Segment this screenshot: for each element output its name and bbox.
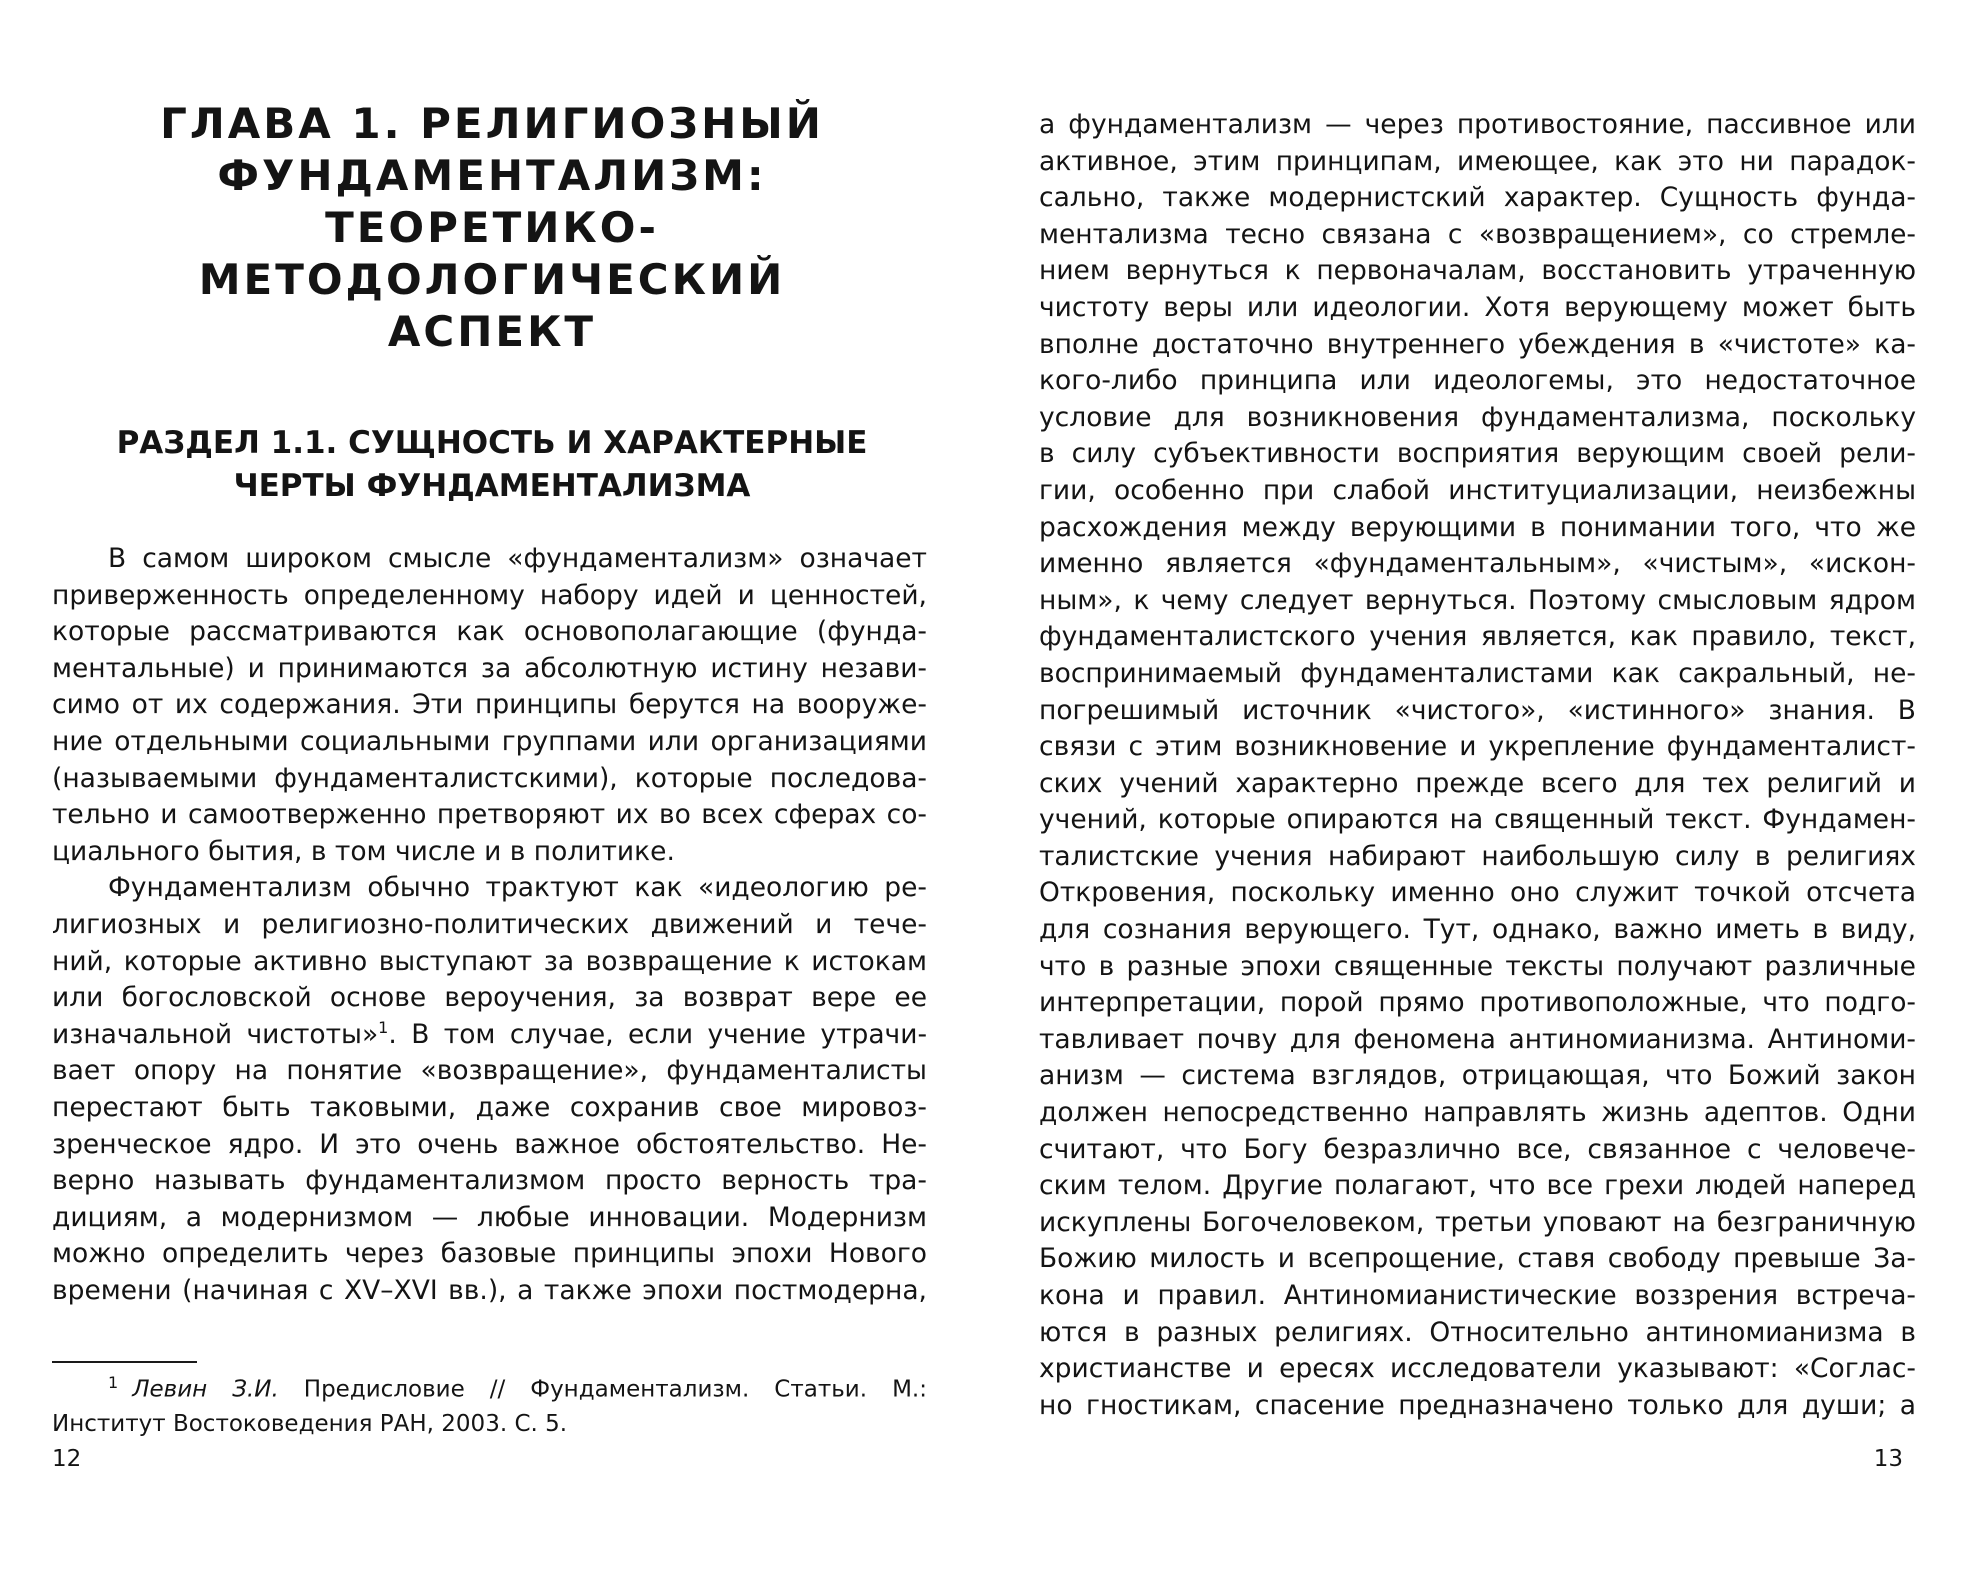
text-line: фундаменталистского учения является, как правило, текст, [1039, 621, 1916, 653]
right-page [984, 0, 1969, 1573]
text-line: лигиозных и религиозно-политических движений и тече- [52, 908, 927, 940]
text-line: можно определить через базовые принципы эпохи Нового [52, 1238, 927, 1270]
text-fragment: . В том случае, если учение утрачи- [388, 1018, 928, 1050]
text-line: сально, также модернистский характер. Сущность фунда- [1039, 182, 1916, 214]
text-line: зренческое ядро. И это очень важное обстоятельство. Не- [52, 1128, 927, 1160]
text-line: ским телом. Другие полагают, что все грехи людей наперед [1039, 1170, 1916, 1202]
section-title [52, 422, 932, 508]
text-line: ментальные) и принимаются за абсолютную истину незави- [52, 652, 927, 684]
chapter-title-line: АСПЕКТ [387, 307, 597, 356]
text-line: симо от их содержания. Эти принципы берутся на вооруже- [52, 689, 927, 721]
footnote-reference: 1 [378, 1017, 389, 1037]
text-line: ских учений характерно прежде всего для тех религий и [1039, 767, 1916, 799]
chapter-title-line: ТЕОРЕТИКО-МЕТОДОЛОГИЧЕСКИЙ [198, 203, 786, 304]
chapter-title-line: ГЛАВА 1. РЕЛИГИОЗНЫЙ [160, 99, 824, 148]
left-page [0, 0, 984, 1573]
right-body-text [1039, 107, 1916, 1424]
text-line: ным», к чему следует вернуться. Поэтому смысловым ядром [1039, 584, 1916, 616]
text-line: а фундаментализм — через противостояние, пассивное или [1039, 109, 1916, 140]
text-line: воспринимаемый фундаменталистами как сакральный, не- [1039, 657, 1916, 689]
page-number: 12 [52, 1446, 82, 1472]
text-line: циального бытия, в том числе и в политике. [52, 835, 675, 867]
page-number: 13 [1873, 1446, 1903, 1472]
text-line: В самом широком смысле «фундаментализм» означает [108, 543, 927, 574]
text-line: приверженность определенному набору идей и ценностей, [52, 579, 927, 611]
text-line: тельно и самоотверженно претворяют их во всех сферах со- [52, 799, 927, 831]
text-line: вполне достаточно внутреннего убеждения в «чистоте» ка- [1039, 328, 1916, 360]
text-line: условие для возникновения фундаментализма, поскольку [1039, 401, 1916, 433]
text-line: кого-либо принципа или идеологемы, это недостаточное [1039, 365, 1916, 397]
chapter-title-line: ФУНДАМЕНТАЛИЗМ: [217, 151, 767, 200]
text-line: вает опору на понятие «возвращение», фундаменталисты [52, 1055, 927, 1087]
text-line: Божию милость и всепрощение, ставя свободу превыше За- [1039, 1243, 1916, 1275]
text-line: Откровения, поскольку именно оно служит точкой отсчета [1039, 877, 1916, 909]
text-line: тавливает почву для феномена антиномианизма. Антиноми- [1039, 1023, 1916, 1055]
text-line: должен непосредственно направлять жизнь адептов. Одни [1039, 1097, 1916, 1129]
text-line: которые рассматриваются как основополагающие (фунда- [52, 616, 927, 648]
text-line: чистоту веры или идеологии. Хотя верующему может быть [1039, 291, 1916, 323]
text-line-with-footnote [52, 1017, 927, 1054]
text-line: именно является «фундаментальным», «чистым», «искон- [1039, 548, 1916, 580]
section-title-line: РАЗДЕЛ 1.1. СУЩНОСТЬ И ХАРАКТЕРНЫЕ [116, 425, 868, 461]
text-line: искуплены Богочеловеком, третьи уповают на безграничную [1039, 1206, 1916, 1238]
text-line: талистские учения набирают наибольшую силу в религиях [1039, 840, 1916, 872]
text-line: Фундаментализм обычно трактуют как «идеологию ре- [108, 872, 927, 904]
footnote-divider [52, 1361, 197, 1363]
text-line: гии, особенно при слабой институциализации, неизбежны [1039, 474, 1916, 506]
text-line: ний, которые активно выступают за возвращение к истокам [52, 945, 927, 977]
text-line: кона и правил. Антиномианистические воззрения встреча- [1039, 1280, 1916, 1311]
text-line: анизм — система взглядов, отрицающая, что Божий закон [1039, 1060, 1916, 1092]
text-fragment: изначальной чистоты» [52, 1018, 379, 1050]
footnote-line: Институт Востоковедения РАН, 2003. С. 5. [52, 1410, 568, 1437]
footnote-author: Левин З.И. [132, 1376, 279, 1403]
text-line: погрешимый источник «чистого», «истинного» знания. В [1039, 694, 1916, 726]
text-line: в силу субъективности восприятия верующим своей рели- [1039, 438, 1916, 470]
text-line: нием вернуться к первоначалам, восстановить утраченную [1039, 255, 1916, 287]
text-line: времени (начиная с XV–XVI вв.), а также эпохи постмодерна, [52, 1274, 927, 1306]
footnote-line [52, 1366, 927, 1407]
text-line: связи с этим возникновение и укрепление фундаменталист- [1039, 731, 1916, 763]
text-line: расхождения между верующими в понимании того, что же [1039, 511, 1916, 543]
text-line: ются в разных религиях. Относительно антиномианизма в [1039, 1316, 1916, 1348]
text-line: но гностикам, спасение предназначено только для души; а [1039, 1389, 1916, 1421]
text-line: христианстве и ересях исследователи указывают: «Соглас- [1039, 1353, 1916, 1385]
section-title-line: ЧЕРТЫ ФУНДАМЕНТАЛИЗМА [233, 468, 751, 504]
text-line: активное, этим принципам, имеющее, как это ни парадок- [1039, 145, 1916, 177]
text-line: ментализма тесно связана с «возвращением», со стремле- [1039, 218, 1916, 250]
text-line: верно называть фундаментализмом просто верность тра- [52, 1165, 927, 1197]
text-line: дициям, а модернизмом — любые инновации. Модернизм [52, 1201, 927, 1233]
text-line: или богословской основе вероучения, за возврат вере ее [52, 982, 927, 1014]
chapter-title [52, 98, 932, 358]
left-body-text [52, 541, 927, 1309]
text-line: ние отдельными социальными группами или организациями [52, 725, 927, 757]
footnote-text: Предисловие // Фундаментализм. Статьи. М.: [303, 1376, 927, 1403]
footnote [52, 1366, 927, 1441]
text-line: для сознания верующего. Тут, однако, важно иметь в виду, [1039, 914, 1916, 946]
text-line: интерпретации, порой прямо противоположные, что подго- [1039, 987, 1916, 1019]
footnote-mark: 1 [108, 1373, 119, 1392]
text-line: что в разные эпохи священные тексты получают различные [1039, 950, 1916, 982]
text-line: перестают быть таковыми, даже сохранив свое мировоз- [52, 1091, 927, 1123]
text-line: (называемыми фундаменталистскими), которые последова- [52, 762, 927, 794]
text-line: учений, которые опираются на священный текст. Фундамен- [1039, 804, 1916, 836]
text-line: считают, что Богу безразлично все, связанное с человече- [1039, 1133, 1916, 1165]
